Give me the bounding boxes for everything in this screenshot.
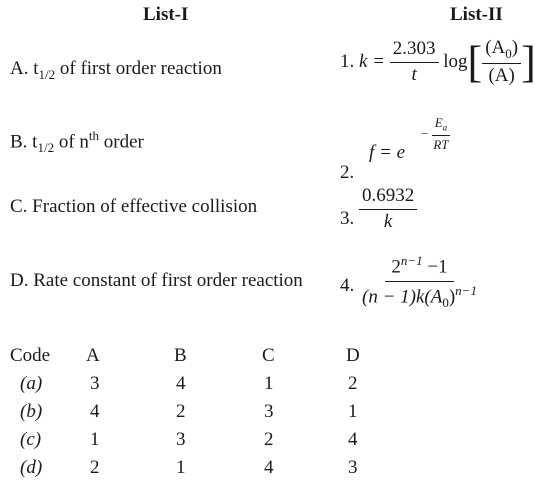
cell: 2 <box>264 429 274 450</box>
cell: 2 <box>176 401 186 422</box>
cell: 1 <box>90 429 100 450</box>
exponent: − $\frac{E_a}{RT}$ <box>421 115 449 153</box>
formula-lhs: f = e <box>369 142 406 163</box>
list1-item-c: C. Fraction of effective collision <box>10 196 258 217</box>
cell: 1 <box>348 401 358 422</box>
log-argument: $\frac{(A_0)}{(A)}$ <box>482 38 521 87</box>
list1-header: List-I <box>143 4 189 25</box>
cell: 3 <box>348 457 358 478</box>
list2-item-3 <box>340 186 417 233</box>
table-row <box>10 398 386 426</box>
formula-fraction: $\frac{2.303}{t}$ <box>390 39 439 86</box>
list1-item-d: D. Rate constant of first order reaction <box>10 270 303 291</box>
col-d: D <box>346 345 360 366</box>
table-row <box>10 454 386 482</box>
cell: 3 <box>90 373 100 394</box>
table-row <box>10 370 386 398</box>
table-row <box>10 426 386 454</box>
list2-item-3-number: 3. <box>340 207 355 229</box>
log-label: log <box>443 50 468 72</box>
list2-item-4 <box>340 254 480 311</box>
option-label: (c) <box>20 429 42 450</box>
list1-item-b: B. $t_{1/2}$ of $n^{th}$ order <box>10 128 144 156</box>
list2-header: List-II <box>450 4 503 25</box>
cell: 4 <box>348 429 358 450</box>
col-c: C <box>262 345 275 366</box>
code-label: Code <box>10 345 51 366</box>
cell: 3 <box>264 401 274 422</box>
cell: 4 <box>264 457 274 478</box>
option-label: (b) <box>20 401 43 422</box>
list2-item-1-number: 1. <box>340 50 355 72</box>
answer-code-table <box>10 342 386 482</box>
formula-fraction: $\frac{2^{n-1} -1}{(n - 1)k(A_0)^{n-1}}$ <box>362 253 477 311</box>
cell: 1 <box>176 457 186 478</box>
code-header-row <box>10 342 386 370</box>
list2-item-2-number: 2. <box>340 162 355 183</box>
formula-lhs: k = <box>359 50 386 72</box>
cell: 3 <box>176 429 186 450</box>
list1-item-a: A. $t_{1/2}$ of first order reaction <box>10 58 222 82</box>
list2-item-2 <box>340 115 499 183</box>
cell: 2 <box>348 373 358 394</box>
list2-item-4-number: 4. <box>340 274 355 296</box>
list2-item-1: 1. k = $\frac{2.303}{t}$ log[ $\frac{(A_0)}{(A)}$ ] <box>340 37 536 87</box>
col-a: A <box>86 345 100 366</box>
option-label: (a) <box>20 373 43 394</box>
col-b: B <box>174 345 187 366</box>
cell: 4 <box>176 373 186 394</box>
cell: 4 <box>90 401 100 422</box>
formula-fraction: $\frac{0.6932}{k}$ <box>359 186 417 233</box>
option-label: (d) <box>20 457 43 478</box>
cell: 1 <box>264 373 274 394</box>
cell: 2 <box>90 457 100 478</box>
